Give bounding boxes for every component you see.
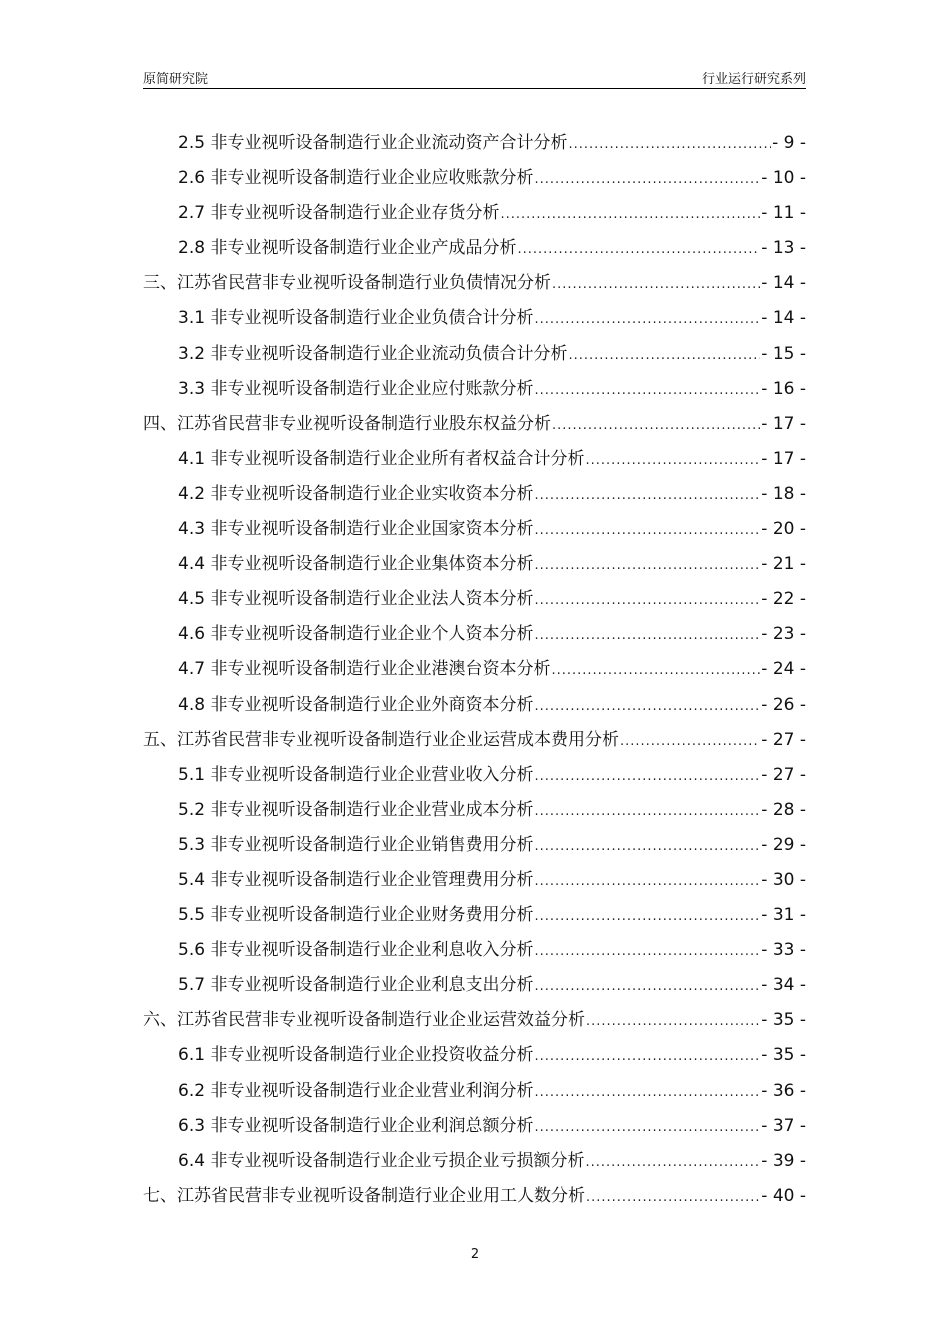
toc-entry-page: - 17 -: [761, 448, 806, 469]
header-series-name: 行业运行研究系列: [701, 72, 806, 87]
toc-dot-leader: [534, 488, 760, 503]
toc-entry-page: - 11 -: [761, 203, 806, 224]
toc-entry-title: 4.3 非专业视听设备制造行业企业国家资本分析: [178, 519, 534, 540]
toc-entry-page: - 13 -: [761, 238, 806, 259]
toc-entry-page: - 35 -: [761, 1010, 806, 1031]
toc-entry-title: 2.6 非专业视听设备制造行业企业应收账款分析: [178, 168, 534, 189]
toc-dot-leader: [534, 769, 760, 784]
toc-entry-page: - 17 -: [761, 413, 806, 434]
toc-section-entry[interactable]: [143, 900, 806, 935]
toc-entry-title: 6.4 非专业视听设备制造行业企业亏损企业亏损额分析: [178, 1150, 585, 1171]
toc-entry-page: - 16 -: [761, 378, 806, 399]
toc-entry-title: 3.1 非专业视听设备制造行业企业负债合计分析: [178, 308, 534, 329]
toc-section-entry[interactable]: [143, 514, 806, 549]
toc-section-entry[interactable]: [143, 690, 806, 725]
toc-section-entry[interactable]: [143, 654, 806, 689]
toc-entry-page: - 37 -: [761, 1115, 806, 1136]
toc-dot-leader: [517, 242, 760, 257]
toc-entry-title: 4.7 非专业视听设备制造行业企业港澳台资本分析: [178, 659, 551, 680]
toc-entry-title: 2.8 非专业视听设备制造行业企业产成品分析: [178, 238, 517, 259]
toc-dot-leader: [534, 979, 760, 994]
toc-section-entry[interactable]: [143, 795, 806, 830]
toc-chapter-entry[interactable]: [143, 1181, 806, 1216]
toc-entry-title: 4.1 非专业视听设备制造行业企业所有者权益合计分析: [178, 448, 585, 469]
toc-section-entry[interactable]: [143, 163, 806, 198]
toc-entry-page: - 39 -: [761, 1150, 806, 1171]
toc-entry-page: - 35 -: [761, 1045, 806, 1066]
toc-entry-title: 2.5 非专业视听设备制造行业企业流动资产合计分析: [178, 133, 568, 153]
toc-dot-leader: [586, 1014, 760, 1029]
toc-entry-page: - 29 -: [761, 834, 806, 855]
table-of-contents: [143, 128, 806, 1216]
toc-section-entry[interactable]: [143, 619, 806, 654]
toc-entry-page: - 18 -: [761, 483, 806, 504]
toc-dot-leader: [568, 137, 771, 152]
toc-section-entry[interactable]: [143, 865, 806, 900]
toc-entry-title: 4.4 非专业视听设备制造行业企业集体资本分析: [178, 554, 534, 575]
toc-dot-leader: [534, 874, 760, 889]
toc-dot-leader: [620, 734, 760, 749]
toc-entry-title: 5.6 非专业视听设备制造行业企业利息收入分析: [178, 940, 534, 961]
toc-entry-title: 5.1 非专业视听设备制造行业企业营业收入分析: [178, 764, 534, 785]
toc-entry-page: - 15 -: [761, 343, 806, 364]
toc-entry-page: - 30 -: [761, 869, 806, 890]
toc-section-entry[interactable]: [143, 1111, 806, 1146]
toc-section-entry[interactable]: [143, 549, 806, 584]
toc-entry-title: 三、江苏省民营非专业视听设备制造行业负债情况分析: [143, 273, 551, 294]
toc-entry-page: - 26 -: [761, 694, 806, 715]
toc-section-entry[interactable]: [143, 935, 806, 970]
toc-section-entry[interactable]: [143, 760, 806, 795]
toc-dot-leader: [534, 312, 760, 327]
toc-entry-page: - 40 -: [761, 1185, 806, 1206]
toc-dot-leader: [500, 207, 760, 222]
toc-entry-title: 5.4 非专业视听设备制造行业企业管理费用分析: [178, 869, 534, 890]
toc-section-entry[interactable]: [143, 1076, 806, 1111]
toc-entry-page: - 36 -: [761, 1080, 806, 1101]
toc-dot-leader: [551, 663, 760, 678]
toc-entry-page: - 23 -: [761, 624, 806, 645]
toc-entry-title: 5.2 非专业视听设备制造行业企业营业成本分析: [178, 799, 534, 820]
toc-dot-leader: [534, 804, 760, 819]
toc-section-entry[interactable]: [143, 830, 806, 865]
toc-entry-page: - 14 -: [761, 273, 806, 294]
toc-dot-leader: [585, 1155, 760, 1170]
toc-dot-leader: [534, 909, 760, 924]
toc-dot-leader: [552, 418, 760, 433]
toc-dot-leader: [534, 944, 760, 959]
toc-entry-title: 4.5 非专业视听设备制造行业企业法人资本分析: [178, 589, 534, 610]
toc-section-entry[interactable]: [143, 303, 806, 338]
toc-section-entry[interactable]: [143, 1146, 806, 1181]
toc-chapter-entry[interactable]: [143, 409, 806, 444]
toc-section-entry[interactable]: [143, 374, 806, 409]
toc-entry-title: 七、江苏省民营非专业视听设备制造行业企业用工人数分析: [143, 1185, 585, 1206]
toc-dot-leader: [585, 453, 760, 468]
toc-entry-page: - 27 -: [761, 764, 806, 785]
toc-dot-leader: [534, 1049, 760, 1064]
toc-dot-leader: [534, 1085, 760, 1100]
toc-section-entry[interactable]: [143, 970, 806, 1005]
toc-section-entry[interactable]: [143, 444, 806, 479]
toc-entry-page: - 31 -: [761, 905, 806, 926]
toc-section-entry[interactable]: [143, 198, 806, 233]
toc-section-entry[interactable]: [143, 128, 806, 163]
toc-dot-leader: [534, 593, 760, 608]
toc-entry-page: - 33 -: [761, 940, 806, 961]
toc-entry-title: 3.2 非专业视听设备制造行业企业流动负债合计分析: [178, 343, 568, 364]
toc-dot-leader: [586, 1190, 760, 1205]
toc-entry-page: - 24 -: [761, 659, 806, 680]
toc-section-entry[interactable]: [143, 233, 806, 268]
toc-chapter-entry[interactable]: [143, 725, 806, 760]
toc-section-entry[interactable]: [143, 339, 806, 374]
toc-entry-title: 五、江苏省民营非专业视听设备制造行业企业运营成本费用分析: [143, 729, 619, 750]
toc-entry-title: 2.7 非专业视听设备制造行业企业存货分析: [178, 203, 500, 224]
toc-entry-title: 四、江苏省民营非专业视听设备制造行业股东权益分析: [143, 413, 551, 434]
toc-entry-page: - 21 -: [761, 554, 806, 575]
toc-entry-page: - 28 -: [761, 799, 806, 820]
toc-dot-leader: [534, 628, 760, 643]
header-org-name: 原简研究院: [143, 72, 209, 87]
page-header: [143, 66, 806, 89]
toc-section-entry[interactable]: [143, 479, 806, 514]
toc-entry-title: 4.2 非专业视听设备制造行业企业实收资本分析: [178, 483, 534, 504]
toc-dot-leader: [534, 558, 760, 573]
toc-entry-title: 6.1 非专业视听设备制造行业企业投资收益分析: [178, 1045, 534, 1066]
toc-entry-page: - 34 -: [761, 975, 806, 996]
toc-chapter-entry[interactable]: [143, 1005, 806, 1040]
toc-entry-title: 3.3 非专业视听设备制造行业企业应付账款分析: [178, 378, 534, 399]
toc-entry-title: 5.5 非专业视听设备制造行业企业财务费用分析: [178, 905, 534, 926]
toc-entry-page: - 27 -: [761, 729, 806, 750]
toc-dot-leader: [534, 172, 760, 187]
toc-dot-leader: [534, 839, 760, 854]
toc-dot-leader: [534, 523, 760, 538]
toc-chapter-entry[interactable]: [143, 268, 806, 303]
toc-entry-page: - 9 -: [772, 133, 806, 153]
toc-section-entry[interactable]: [143, 584, 806, 619]
toc-dot-leader: [534, 383, 760, 398]
toc-entry-title: 4.6 非专业视听设备制造行业企业个人资本分析: [178, 624, 534, 645]
toc-entry-page: - 20 -: [761, 519, 806, 540]
toc-entry-title: 5.7 非专业视听设备制造行业企业利息支出分析: [178, 975, 534, 996]
toc-entry-page: - 14 -: [761, 308, 806, 329]
toc-entry-page: - 10 -: [761, 168, 806, 189]
toc-dot-leader: [534, 699, 760, 714]
toc-entry-page: - 22 -: [761, 589, 806, 610]
toc-dot-leader: [568, 348, 760, 363]
toc-dot-leader: [534, 1120, 760, 1135]
toc-entry-title: 5.3 非专业视听设备制造行业企业销售费用分析: [178, 834, 534, 855]
toc-entry-title: 六、江苏省民营非专业视听设备制造行业企业运营效益分析: [143, 1010, 585, 1031]
toc-entry-title: 6.2 非专业视听设备制造行业企业营业利润分析: [178, 1080, 534, 1101]
page-number: 2: [470, 1247, 480, 1262]
toc-entry-title: 6.3 非专业视听设备制造行业企业利润总额分析: [178, 1115, 534, 1136]
toc-section-entry[interactable]: [143, 1040, 806, 1075]
toc-dot-leader: [552, 277, 760, 292]
toc-entry-title: 4.8 非专业视听设备制造行业企业外商资本分析: [178, 694, 534, 715]
